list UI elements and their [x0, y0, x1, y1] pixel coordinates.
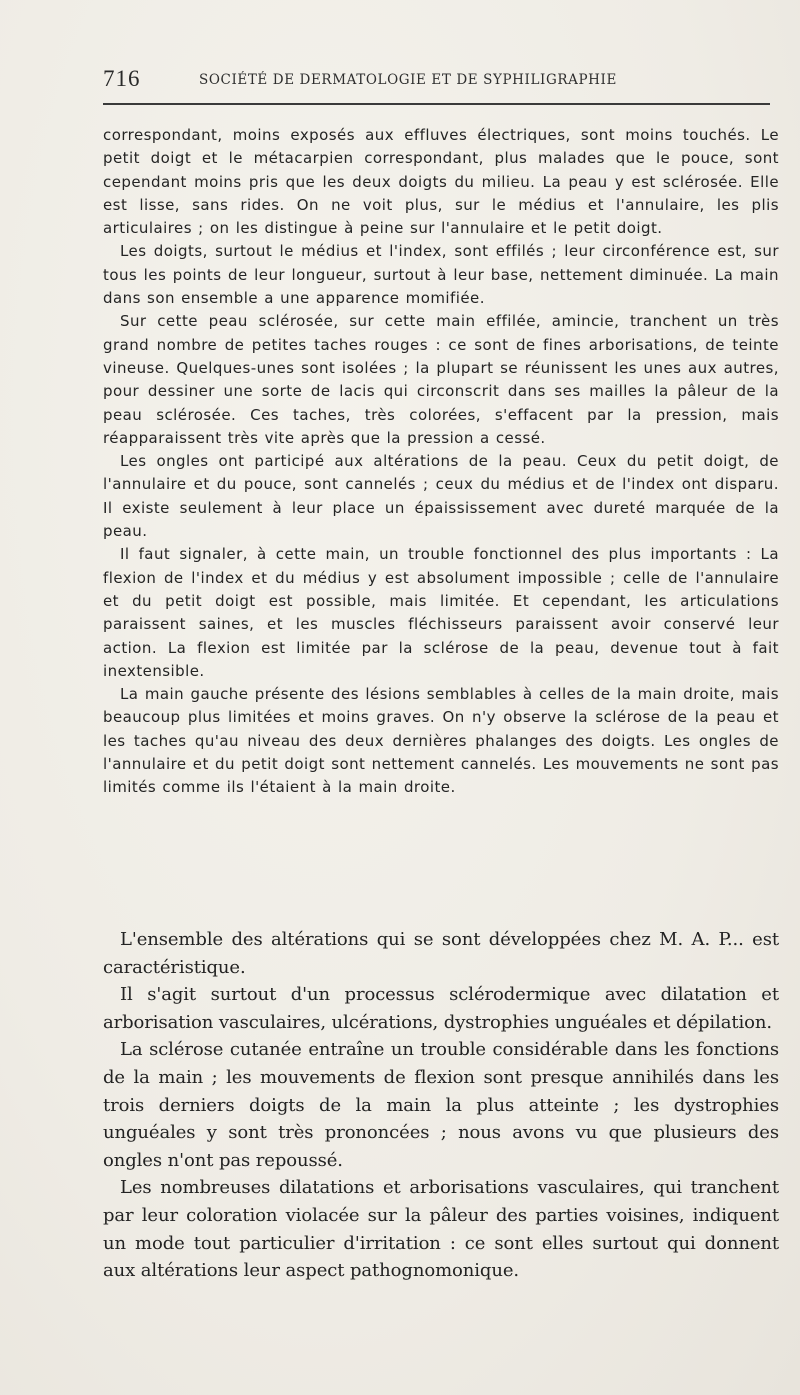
page-header	[103, 66, 773, 94]
discussion-text	[103, 926, 779, 1285]
observation-paragraph: Les doigts, surtout le médius et l'index, sont effilés ; leur circonférence est, sur tous les points de leur longueur, surtout à leur base, nettement diminuée. La main dans son ensemble a une apparence momifiée.	[103, 242, 779, 308]
observation-paragraph: Sur cette peau sclérosée, sur cette main effilée, amincie, tranchent un très grand nombre de petites taches rouges : ce sont de fines arborisations, de teinte vineuse. Quelques-unes sont isolées ; la plupart se réunissent les unes aux autres, pour dessiner une sorte de lacis qui circonscrit dans ses mailles la pâleur de la peau sclérosée. Ces taches, très colorées, s'effacent par la pression, mais réapparaissent très vite après que la pression a cessé.	[103, 312, 779, 447]
header-rule	[103, 103, 770, 105]
observation-paragraph: Il faut signaler, à cette main, un trouble fonctionnel des plus importants : La flexion de l'index et du médius y est absolument impossible ; celle de l'annulaire et du petit doigt est possible, mais limitée. Et cependant, les articulations paraissent saines, et les muscles fléchisseurs paraissent avoir conservé leur action. La flexion est limitée par la sclérose de la peau, devenue tout à fait inextensible.	[103, 545, 779, 680]
observation-paragraph: correspondant, moins exposés aux effluves électriques, sont moins touchés. Le petit doigt et le métacarpien correspondant, plus malades que le pouce, sont cependant moins pris que les deux doigts du milieu. La peau y est sclérosée. Elle est lisse, sans rides. On ne voit plus, sur le médius et l'annulaire, les plis articulaires ; on les distingue à peine sur l'annulaire et le petit doigt.	[103, 126, 779, 238]
discussion-paragraph: La sclérose cutanée entraîne un trouble considérable dans les fonctions de la main ; les mouvements de flexion sont presque annihilés dans les trois derniers doigts de la main la plus atteinte ; les dystrophies unguéales y sont très prononcées ; nous avons vu que plusieurs des ongles n'ont pas repoussé.	[103, 1039, 779, 1171]
page-number: 716	[103, 66, 141, 91]
discussion-paragraph: Il s'agit surtout d'un processus sclérodermique avec dilatation et arborisation vasculaires, ulcérations, dystrophies unguéales et dépilation.	[103, 984, 779, 1033]
observation-paragraph: La main gauche présente des lésions semblables à celles de la main droite, mais beaucoup plus limitées et moins graves. On n'y observe la sclérose de la peau et les taches qu'au niveau des deux dernières phalanges des doigts. Les ongles de l'annulaire et du petit doigt sont nettement cannelés. Les mouvements ne sont pas limités comme ils l'étaient à la main droite.	[103, 685, 779, 797]
observation-paragraph: Les ongles ont participé aux altérations de la peau. Ceux du petit doigt, de l'annulaire et du pouce, sont cannelés ; ceux du médius et de l'index ont disparu. Il existe seulement à leur place un épaississement avec dureté marquée de la peau.	[103, 452, 779, 541]
running-head: SOCIÉTÉ DE DERMATOLOGIE ET DE SYPHILIGRAPHIE	[199, 72, 617, 88]
observation-text	[103, 124, 779, 800]
discussion-paragraph: L'ensemble des altérations qui se sont développées chez M. A. P... est caractéristique.	[103, 929, 779, 978]
discussion-paragraph: Les nombreuses dilatations et arborisations vasculaires, qui tranchent par leur coloration violacée sur la pâleur des parties voisines, indiquent un mode tout particulier d'irritation : ce sont elles surtout qui donnent aux altérations leur aspect pathognomonique.	[103, 1177, 779, 1282]
